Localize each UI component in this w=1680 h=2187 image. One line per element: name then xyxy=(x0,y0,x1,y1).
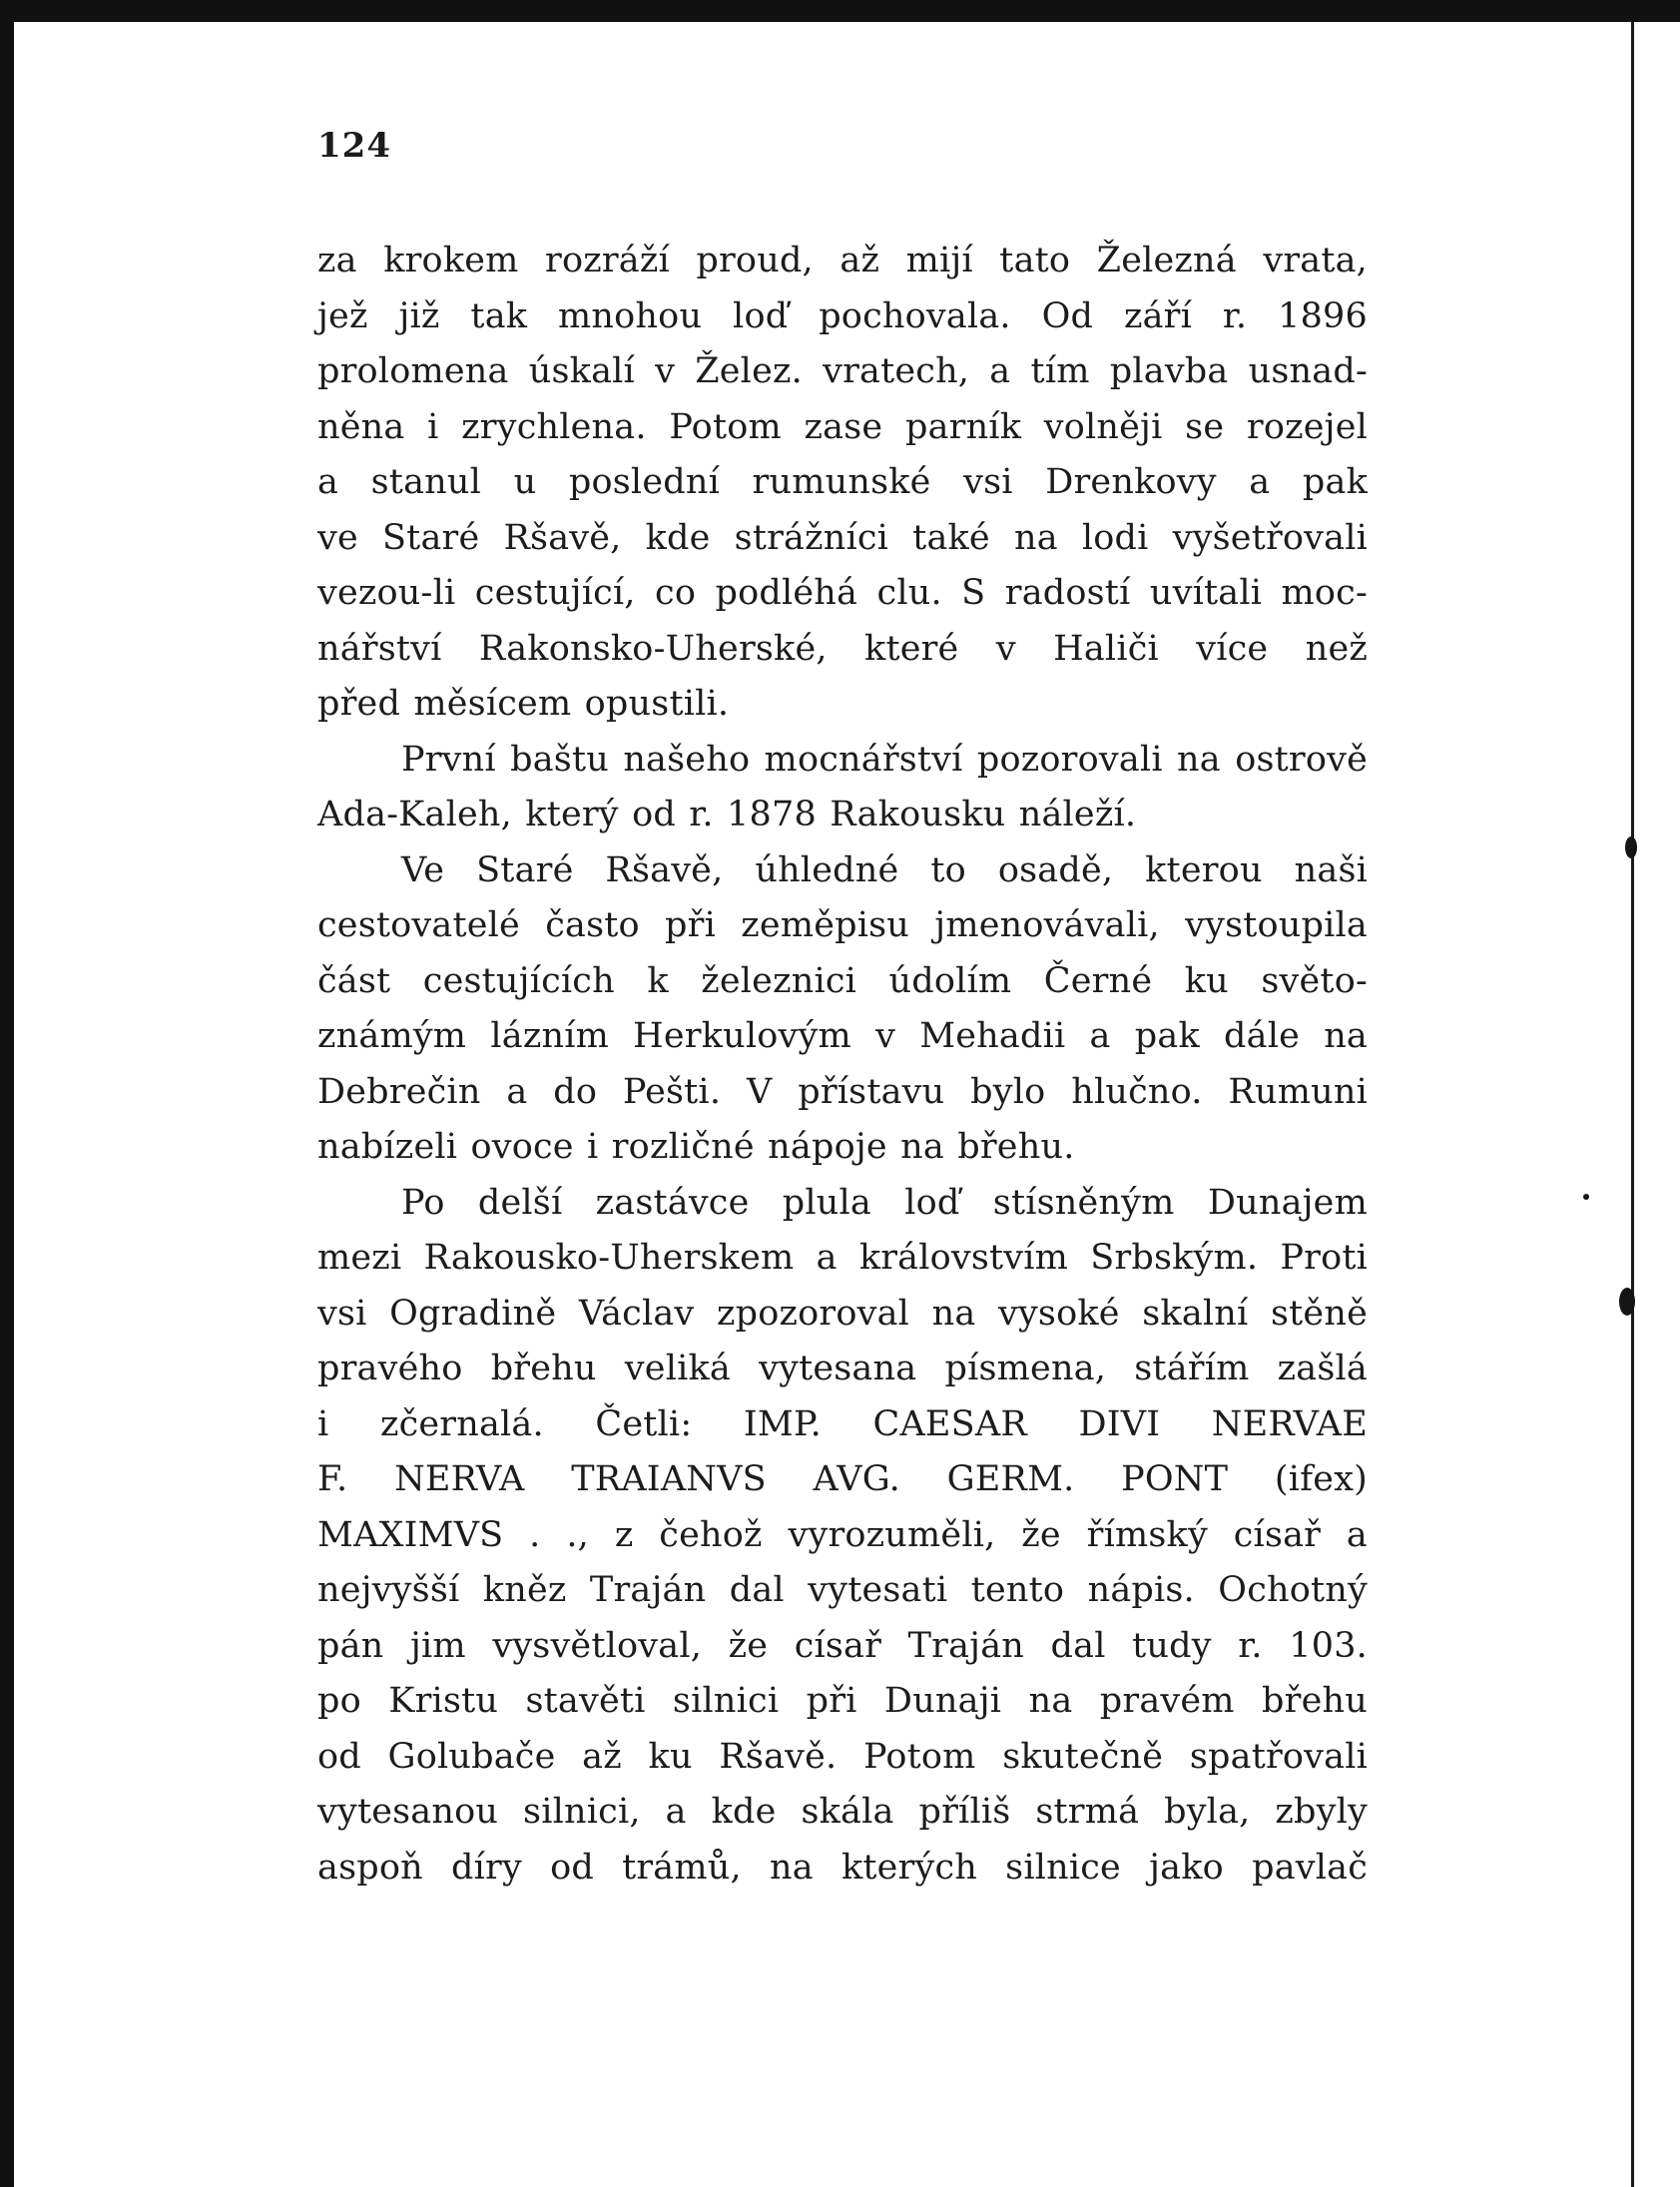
text-line: nejvyšší kněz Traján dal vytesati tento nápis. Ochotný xyxy=(317,1570,1368,1610)
text-line: po Kristu stavěti silnici při Dunaji na pravém břehu xyxy=(317,1681,1368,1721)
text-line: Ve Staré Ršavě, úhledné to osadě, kterou naši xyxy=(401,849,1368,890)
text-line: MAXIMVS . ., z čehož vyrozuměli, že římský císař a xyxy=(317,1514,1368,1555)
text-line: nářství Rakonsko-Uherské, které v Haliči více než xyxy=(317,628,1368,669)
text-line: vsi Ogradině Václav zpozoroval na vysoké skalní stěně xyxy=(317,1293,1368,1334)
text-line: prolomena úskalí v Želez. vratech, a tím plavba usnad- xyxy=(317,351,1368,391)
text-line: něna i zrychlena. Potom zase parník volněji se rozejel xyxy=(317,406,1368,447)
edge-blot-mark xyxy=(1625,836,1637,858)
text-line: i zčernalá. Četli: IMP. CAESAR DIVI NERVAE xyxy=(317,1403,1368,1444)
text-line: Po delší zastávce plula loď stísněným Dunajem xyxy=(401,1182,1368,1223)
text-line: nabízeli ovoce i rozličné nápoje na břehu. xyxy=(317,1127,1075,1167)
text-line: za krokem rozráží proud, až mijí tato Železná vrata, xyxy=(317,241,1368,280)
text-line: cestovatelé často při zeměpisu jmenovávali, vystoupila xyxy=(317,905,1368,945)
text-line: a stanul u poslední rumunské vsi Drenkovy a pak xyxy=(317,462,1368,502)
text-line: ve Staré Ršavě, kde strážníci také na lodi vyšetřovali xyxy=(317,517,1368,558)
edge-dot-mark xyxy=(1583,1194,1589,1200)
text-line: před měsícem opustili. xyxy=(317,684,730,724)
binding-edge-line xyxy=(1631,22,1634,2187)
text-line: pravého břehu veliká vytesana písmena, stářím zašlá xyxy=(317,1349,1368,1388)
text-line: Ada-Kaleh, který od r. 1878 Rakousku náleží. xyxy=(317,795,1137,834)
text-line: vytesanou silnici, a kde skála příliš strmá byla, zbyly xyxy=(317,1792,1368,1832)
text-line: část cestujících k železnici údolím Černé ku světo- xyxy=(317,960,1368,1001)
text-line: od Golubače až ku Ršavě. Potom skutečně spatřovali xyxy=(317,1736,1368,1777)
text-line: aspoň díry od trámů, na kterých silnice jako pavlač xyxy=(317,1847,1368,1888)
page-number: 124 xyxy=(317,126,391,166)
text-line: Debrečin a do Pešti. V přístavu bylo hlučno. Rumuni xyxy=(317,1071,1368,1112)
text-line: vezou-li cestující, co podléhá clu. S radostí uvítali moc- xyxy=(317,573,1368,613)
edge-blot-mark xyxy=(1619,1288,1635,1316)
page-right-margin xyxy=(1629,22,1680,2187)
text-line: F. NERVA TRAIANVS AVG. GERM. PONT (ifex) xyxy=(317,1459,1368,1499)
text-line: První baštu našeho mocnářství pozorovali na ostrově xyxy=(401,739,1368,780)
body-text xyxy=(317,234,1368,1896)
text-line: známým lázním Herkulovým v Mehadii a pak dále na xyxy=(317,1016,1368,1056)
text-line: jež již tak mnohou loď pochovala. Od září r. 1896 xyxy=(317,295,1368,336)
text-line: mezi Rakousko-Uherskem a královstvím Srbským. Proti xyxy=(317,1238,1368,1278)
text-line: pán jim vysvětloval, že císař Traján dal tudy r. 103. xyxy=(317,1625,1368,1666)
